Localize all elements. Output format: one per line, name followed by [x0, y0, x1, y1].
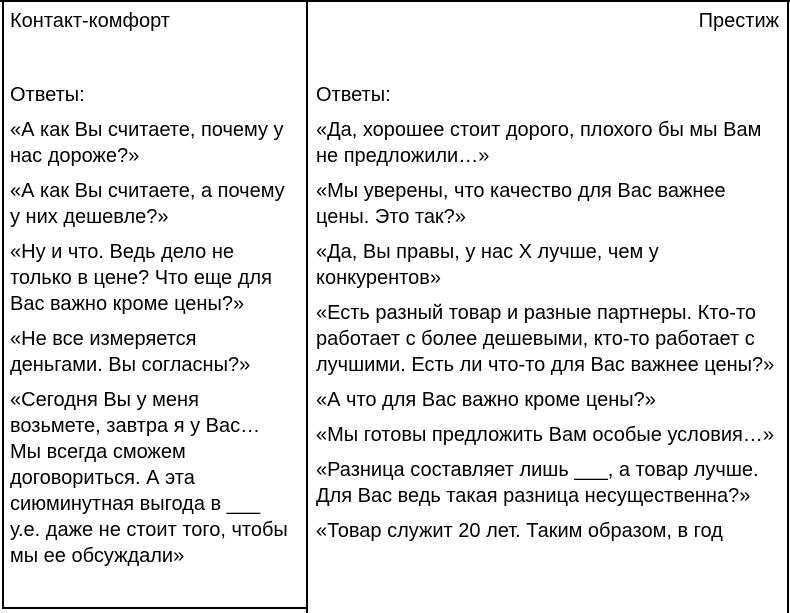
answer-paragraph: «Да, Вы правы, у нас Х лучше, чем у конкурентов» [316, 241, 659, 289]
answers-label-left: Ответы: [10, 84, 85, 106]
answer-paragraph: «Да, хорошее стоит дорого, плохого бы мы Вам не предложили…» [316, 119, 762, 167]
answer-paragraph: «Мы готовы предложить Вам особые условия…» [316, 424, 774, 446]
table-cell-prestige [308, 0, 787, 544]
answer-paragraph: «А как Вы считаете, а почему у них дешевле?» [10, 180, 285, 228]
answer-paragraph: «Есть разный товар и разные партнеры. Кто-то работает с более дешевыми, кто-то работает с лучшими. Есть ли что-то для Вас важнее цены?» [316, 302, 775, 376]
column-header-contact-comfort: Контакт-комфорт [10, 10, 170, 32]
table-border-bottom-left-cell [2, 607, 308, 609]
answer-paragraph: «Сегодня Вы у меня возьмете, завтра я у Вас… Мы всегда сможем договориться. А эта сиюминутная выгода в ___ у.е. даже не стоит того, чтобы мы ее обсуждали» [10, 389, 288, 567]
answers-list-left [10, 117, 290, 569]
answer-paragraph: «Не все измеряется деньгами. Вы согласны?» [10, 328, 251, 376]
table-column-divider [306, 0, 308, 613]
answers-label-right: Ответы: [316, 84, 391, 106]
table-border-left [2, 0, 4, 609]
table-border-right [787, 0, 789, 613]
answer-paragraph: «Товар служит 20 лет. Таким образом, в год [316, 520, 723, 542]
answer-paragraph: «А как Вы считаете, почему у нас дороже?» [10, 119, 284, 167]
column-header-prestige: Престиж [698, 10, 779, 32]
table-cell-contact-comfort [4, 0, 306, 569]
answer-paragraph: «Мы уверены, что качество для Вас важнее цены. Это так?» [316, 180, 726, 228]
answer-paragraph: «Разница составляет лишь ___, а товар лучше. Для Вас ведь такая разница несущественна?» [316, 459, 759, 507]
answer-paragraph: «Ну и что. Ведь дело не только в цене? Что еще для Вас важно кроме цены?» [10, 241, 272, 315]
answers-list-right [316, 117, 779, 544]
answer-paragraph: «А что для Вас важно кроме цены?» [316, 389, 656, 411]
table-border-top [0, 0, 790, 2]
